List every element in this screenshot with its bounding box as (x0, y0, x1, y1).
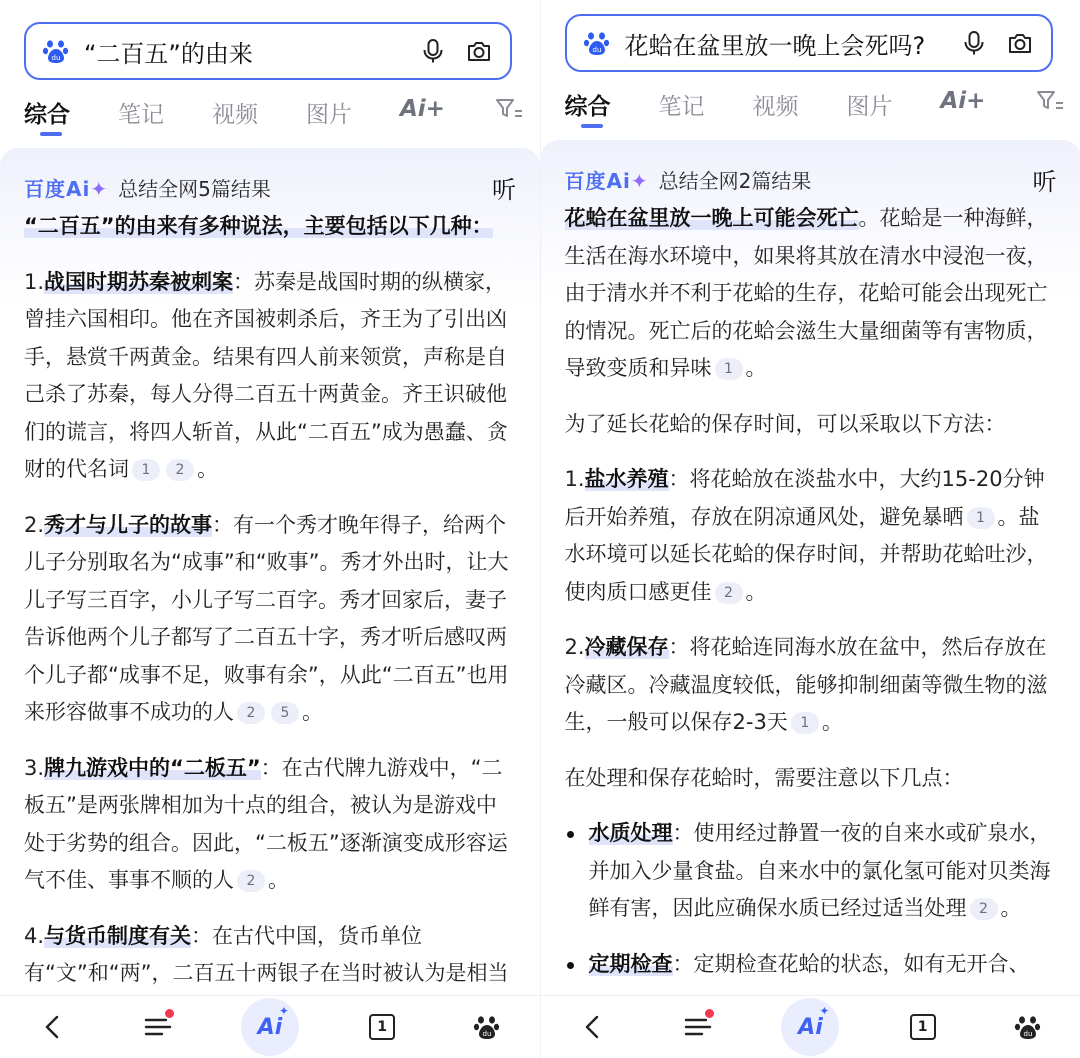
list-item: 1.盐水养殖：将花蛤放在淡盐水中，大约15-20分钟后开始养殖，存放在阴凉通风处，避免暴晒 1 。盐水环境可以延长花蛤的保存时间，并帮助花蛤吐沙，使肉质口感更佳 2 。 (564, 467, 1048, 604)
ai-button[interactable]: Ai ✦ (781, 998, 839, 1056)
back-button[interactable] (31, 1005, 75, 1049)
listen-button[interactable]: 听 (1032, 167, 1057, 196)
menu-button[interactable] (676, 1005, 720, 1049)
microphone-icon[interactable] (420, 38, 446, 64)
baidu-paw-icon (1014, 1013, 1042, 1041)
filter-icon[interactable] (1035, 88, 1065, 114)
notification-dot (165, 1009, 174, 1018)
note-line: 在处理和保存花蛤时，需要注意以下几点： (564, 765, 964, 790)
bullet-item: 水质处理：使用经过静置一夜的自来水或矿泉水，并加入少量食盐。自来水中的氯化氢可能对贝类海鲜有害，因此应确保水质已经过适当处理 2 。 (565, 815, 1053, 928)
list-item: 1.战国时期苏秦被刺案：苏秦是战国时期的纵横家，曾挂六国相印。他在齐国被刺杀后，齐王为了引出凶手，悬赏千两黄金。结果有四人前来领赏，声称是自己杀了苏秦，每人分得二百五十两黄金。齐王识破他们的谎言，将四人斩首，从此“二百五”成为愚蠢、贪财的代名词 1 2 。 (24, 269, 508, 481)
summary-count: 总结全网5篇结果 (118, 176, 271, 201)
svg-text:du: du (592, 46, 601, 54)
tab-ai[interactable]: Ai+ (400, 96, 445, 122)
camera-icon[interactable] (466, 38, 492, 64)
notification-dot (705, 1009, 714, 1018)
citation-chip[interactable]: 1 (967, 507, 995, 529)
search-bar[interactable] (24, 22, 512, 80)
filter-icon[interactable] (494, 96, 524, 122)
baidu-home-button[interactable] (465, 1005, 509, 1049)
microphone-icon[interactable] (961, 30, 987, 56)
tab-count-icon: 1 (910, 1014, 936, 1040)
bullet-item: 定期检查：定期检查花蛤的状态，如有无开合、 (565, 946, 1053, 984)
camera-icon[interactable] (1007, 30, 1033, 56)
citation-chip[interactable]: 1 (715, 358, 743, 380)
ai-button[interactable]: Ai ✦ (241, 998, 299, 1056)
tab-images[interactable]: 图片 (306, 102, 352, 128)
list-item: 2.冷藏保存：将花蛤连同海水放在盆中，然后存放在冷藏区。冷藏温度较低，能够抑制细菌等微生物的滋生，一般可以保存2-3天 1 。 (564, 635, 1048, 734)
answer-lead: 花蛤在盆里放一晚上可能会死亡。花蛤是一种海鲜，生活在海水环境中，如果将其放在清水中浸泡一夜，由于清水并不利于花蛤的生存，花蛤可能会出现死亡的情况。死亡后的花蛤会滋生大量细菌等有害物质，导致变质和异味 1 。 (564, 206, 1048, 380)
menu-button[interactable] (136, 1005, 180, 1049)
ai-answer-header (565, 164, 1057, 194)
tab-video[interactable]: 视频 (752, 94, 799, 120)
list-item: 2.秀才与儿子的故事：有一个秀才晚年得子，给两个儿子分别取名为“成事”和“败事”。秀才外出时，让大儿子写三百字，小儿子写二百字。秀才回家后，妻子告诉他两个儿子都写了二百五十字，秀才听后感叹两个儿子都“成事不足，败事有余”，从此“二百五”也用来形容做事不成功的人 2 5 。 (24, 512, 509, 724)
svg-text:du: du (51, 54, 61, 62)
list-item: 3.牌九游戏中的“二板五”：在古代牌九游戏中，“二板五”是两张牌相加为十点的组合，被认为是游戏中处于劣势的组合。因此，“二板五”逐渐演变成形容运气不佳、事事不顺的人 2 。 (24, 755, 508, 892)
ai-plus-icon: ✦ (630, 168, 649, 193)
tab-count-icon: 1 (369, 1014, 395, 1040)
baidu-paw-icon (583, 29, 611, 57)
tab-all[interactable]: 综合 (565, 88, 659, 121)
baidu-ai-logo: 百度Ai✦ (564, 168, 649, 193)
svg-text:du: du (482, 1030, 492, 1038)
search-bar[interactable] (565, 14, 1053, 72)
tab-notes[interactable]: 笔记 (658, 94, 705, 120)
answer-lead: “二百五”的由来有多种说法，主要包括以下几种： (24, 214, 493, 238)
citation-chip[interactable]: 1 (791, 712, 819, 734)
ai-plus-icon: ✦ (90, 176, 109, 201)
tab-switcher-button[interactable] (901, 1005, 945, 1049)
baidu-home-button[interactable] (1006, 1005, 1050, 1049)
back-icon (40, 1014, 66, 1040)
right-panel (540, 0, 1080, 1058)
tab-all[interactable]: 综合 (24, 96, 118, 129)
ai-answer-header (24, 172, 516, 202)
summary-count: 总结全网2篇结果 (658, 168, 812, 193)
search-input[interactable]: “二百五”的由来 (84, 39, 253, 68)
svg-text:du: du (1023, 1030, 1033, 1038)
intro-line: 为了延长花蛤的保存时间，可以采取以下方法： (564, 411, 1006, 436)
listen-button[interactable]: 听 (492, 175, 516, 204)
ai-answer-body (565, 200, 1053, 1001)
citation-chip[interactable]: 2 (166, 459, 194, 481)
search-input[interactable]: 花蛤在盆里放一晚上会死吗? (624, 31, 926, 60)
list-item: 4.与货币制度有关：在古代中国，货币单位有“文”和“两”，二百五十两银子在当时被认为是相当 (24, 923, 509, 985)
ai-answer-card (0, 148, 540, 996)
citation-chip[interactable]: 2 (237, 702, 265, 724)
baidu-paw-icon (42, 37, 70, 65)
sparkle-icon: ✦ (278, 1004, 289, 1018)
result-tabs (565, 88, 1065, 132)
tab-switcher-button[interactable] (360, 1005, 404, 1049)
bottom-nav (541, 995, 1080, 1058)
citation-chip[interactable]: 2 (237, 870, 265, 892)
tab-notes[interactable]: 笔记 (118, 102, 164, 128)
citation-chip[interactable]: 2 (715, 582, 743, 604)
ai-answer-body (24, 208, 512, 1048)
bottom-nav (0, 995, 540, 1058)
back-button[interactable] (571, 1005, 615, 1049)
result-tabs (24, 96, 524, 140)
citation-chip[interactable]: 2 (970, 898, 998, 920)
back-icon (580, 1014, 606, 1040)
tab-images[interactable]: 图片 (846, 94, 893, 120)
citation-chip[interactable]: 5 (271, 702, 299, 724)
tab-video[interactable]: 视频 (212, 102, 258, 128)
sparkle-icon: ✦ (819, 1004, 830, 1018)
tab-ai[interactable]: Ai+ (940, 88, 986, 114)
baidu-ai-logo: 百度Ai✦ (24, 176, 109, 201)
citation-chip[interactable]: 1 (132, 459, 160, 481)
baidu-paw-icon (473, 1013, 501, 1041)
ai-answer-card (541, 140, 1080, 988)
